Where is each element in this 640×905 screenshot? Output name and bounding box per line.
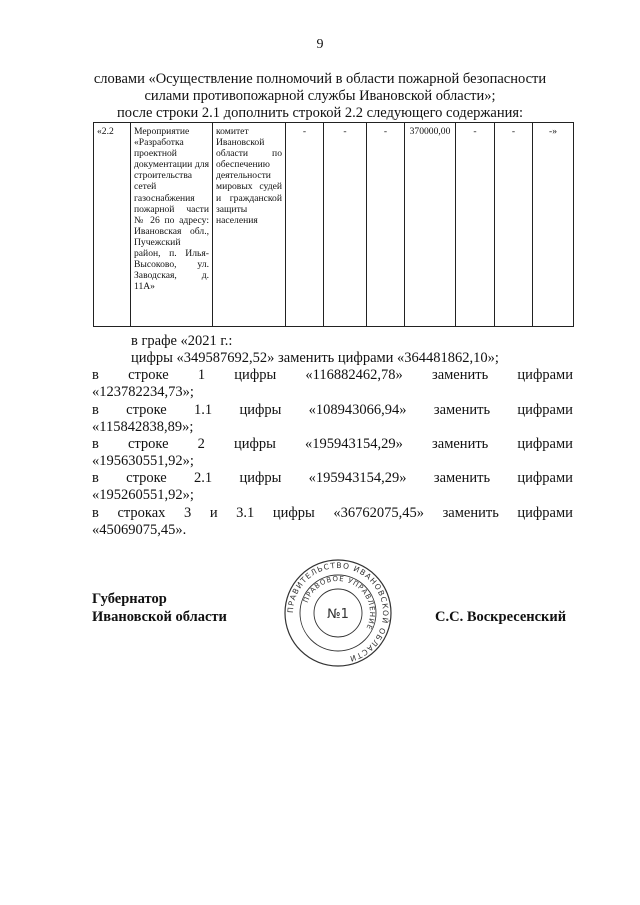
event-cell: Мероприятие «Разработка проектной документации для строительства сетей газоснабжения пожарной части № 26 по адресу: Ивановская обл., Пучежский район, п. Илья-Высоково, ул. Заводская, д. 11А» bbox=[131, 123, 213, 327]
dash-cell-10: -» bbox=[533, 123, 574, 327]
body-line-9: в строке 2.1 цифры «195943154,29» заменить цифрами bbox=[92, 470, 573, 486]
body-line-12: «45069075,45». bbox=[92, 522, 187, 538]
body-line-1: в графе «2021 г.: bbox=[131, 333, 233, 349]
body-line-8: «195630551,92»; bbox=[92, 453, 194, 469]
dash-cell-6: - bbox=[367, 123, 405, 327]
stamp-inner-text: ПРАВОВОЕ УПРАВЛЕНИЕ bbox=[301, 574, 377, 632]
intro-line-3: после строки 2.1 дополнить строкой 2.2 следующего содержания: bbox=[116, 105, 524, 121]
amount-cell: 370000,00 bbox=[405, 123, 456, 327]
signatory-name: С.С. Воскресенский bbox=[435, 609, 567, 625]
body-line-6: «115842838,89»; bbox=[92, 419, 194, 435]
dash-cell-8: - bbox=[456, 123, 495, 327]
body-line-5: в строке 1.1 цифры «108943066,94» заменить цифрами bbox=[92, 402, 573, 418]
intro-line-2: силами противопожарной службы Ивановской области»; bbox=[144, 88, 496, 104]
dash-cell-4: - bbox=[286, 123, 324, 327]
official-stamp-seal bbox=[283, 558, 393, 668]
page-number: 9 bbox=[316, 37, 324, 52]
stamp-outer-text: ПРАВИТЕЛЬСТВО ИВАНОВСКОЙ ОБЛАСТИ bbox=[285, 560, 391, 664]
executor-cell: комитет Ивановской области по обеспечению деятельности мировых судей и гражданской защиты населения bbox=[213, 123, 286, 327]
signatory-title-2: Ивановской области bbox=[92, 609, 227, 625]
body-line-2: цифры «349587692,52» заменить цифрами «364481862,10»; bbox=[131, 350, 499, 366]
body-line-3: в строке 1 цифры «116882462,78» заменить цифрами bbox=[92, 367, 573, 383]
stamp-number: №1 bbox=[327, 607, 349, 622]
row-number-cell: «2.2 bbox=[94, 123, 131, 327]
intro-line-1: словами «Осуществление полномочий в области пожарной безопасности bbox=[93, 71, 547, 87]
table-row bbox=[94, 123, 574, 327]
dash-cell-9: - bbox=[495, 123, 533, 327]
svg-text:ПРАВОВОЕ УПРАВЛЕНИЕ bbox=[302, 575, 376, 631]
body-line-11: в строках 3 и 3.1 цифры «36762075,45» заменить цифрами bbox=[92, 505, 573, 521]
body-line-4: «123782234,73»; bbox=[92, 384, 194, 400]
body-line-7: в строке 2 цифры «195943154,29» заменить цифрами bbox=[92, 436, 573, 452]
signatory-title-1: Губернатор bbox=[92, 591, 167, 607]
body-line-10: «195260551,92»; bbox=[92, 487, 194, 503]
dash-cell-5: - bbox=[324, 123, 367, 327]
amendment-table bbox=[93, 122, 574, 327]
